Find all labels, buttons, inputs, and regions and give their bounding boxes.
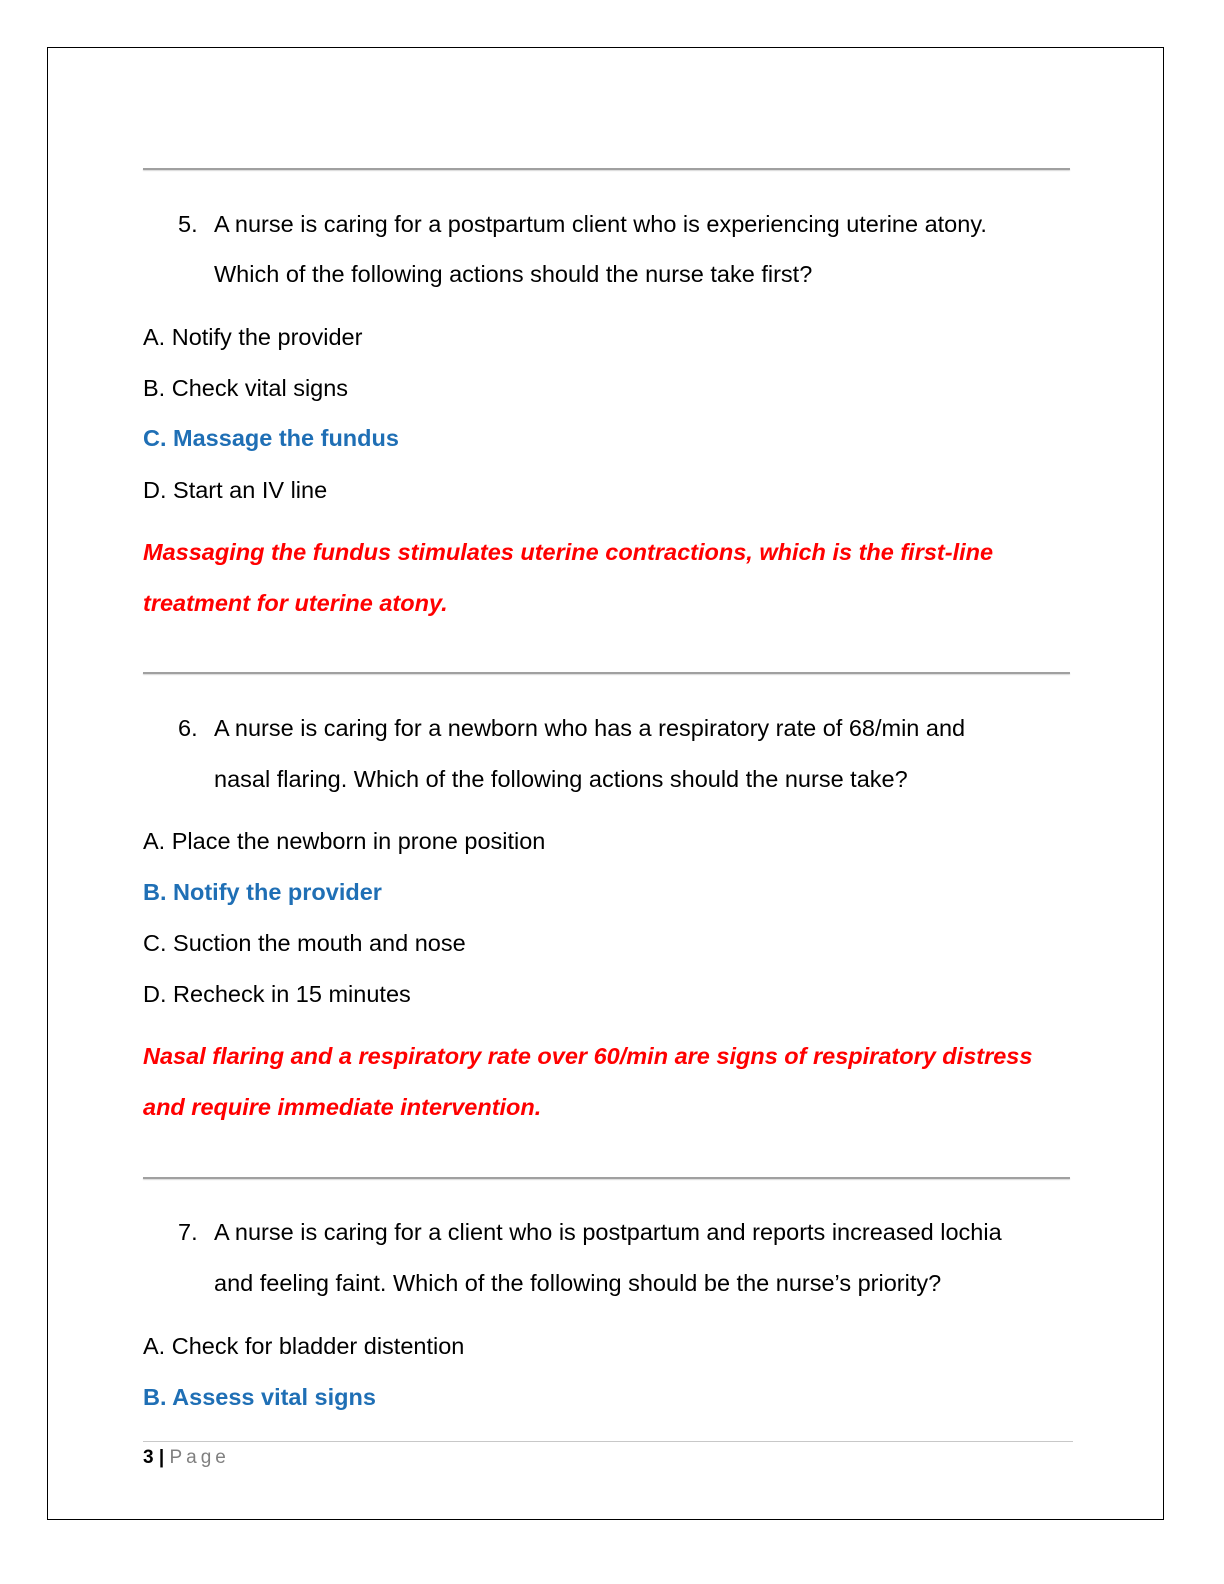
section-divider	[143, 672, 1070, 674]
section-divider	[143, 168, 1070, 170]
answer-option: B. Check vital signs	[143, 375, 349, 401]
answer-option: A. Check for bladder distention	[143, 1333, 465, 1359]
answer-option-correct: C. Massage the fundus	[143, 425, 399, 451]
question-number: 7.	[178, 1219, 198, 1245]
question-stem-line: A nurse is caring for a client who is postpartum and reports increased lochia	[214, 1219, 1002, 1245]
answer-option: D. Recheck in 15 minutes	[143, 981, 411, 1007]
answer-option: C. Suction the mouth and nose	[143, 930, 466, 956]
question-stem-line: and feeling faint. Which of the following should be the nurse’s priority?	[214, 1270, 942, 1296]
answer-option: A. Notify the provider	[143, 324, 363, 350]
question-stem-line: A nurse is caring for a newborn who has a respiratory rate of 68/min and	[214, 715, 966, 741]
page-footer	[143, 1446, 230, 1470]
answer-option-correct: B. Notify the provider	[143, 879, 382, 905]
question-number: 5.	[178, 211, 198, 237]
question-stem-line: nasal flaring. Which of the following actions should the nurse take?	[214, 766, 908, 792]
question-number: 6.	[178, 715, 198, 741]
section-divider	[143, 1177, 1070, 1179]
page-label: Page	[169, 1447, 230, 1468]
page-number: 3	[143, 1447, 154, 1468]
answer-option-correct: B. Assess vital signs	[143, 1384, 376, 1410]
answer-option: D. Start an IV line	[143, 477, 328, 503]
footer-separator: |	[158, 1447, 165, 1468]
question-stem-line: Which of the following actions should the nurse take first?	[214, 261, 813, 287]
rationale-text: treatment for uterine atony.	[143, 590, 448, 616]
rationale-text: and require immediate intervention.	[143, 1094, 542, 1120]
footer-divider	[143, 1441, 1073, 1442]
rationale-text: Massaging the fundus stimulates uterine contractions, which is the first-line	[143, 539, 994, 565]
answer-option: A. Place the newborn in prone position	[143, 828, 546, 854]
question-stem-line: A nurse is caring for a postpartum client who is experiencing uterine atony.	[214, 211, 987, 237]
rationale-text: Nasal flaring and a respiratory rate over 60/min are signs of respiratory distress	[143, 1043, 1033, 1069]
